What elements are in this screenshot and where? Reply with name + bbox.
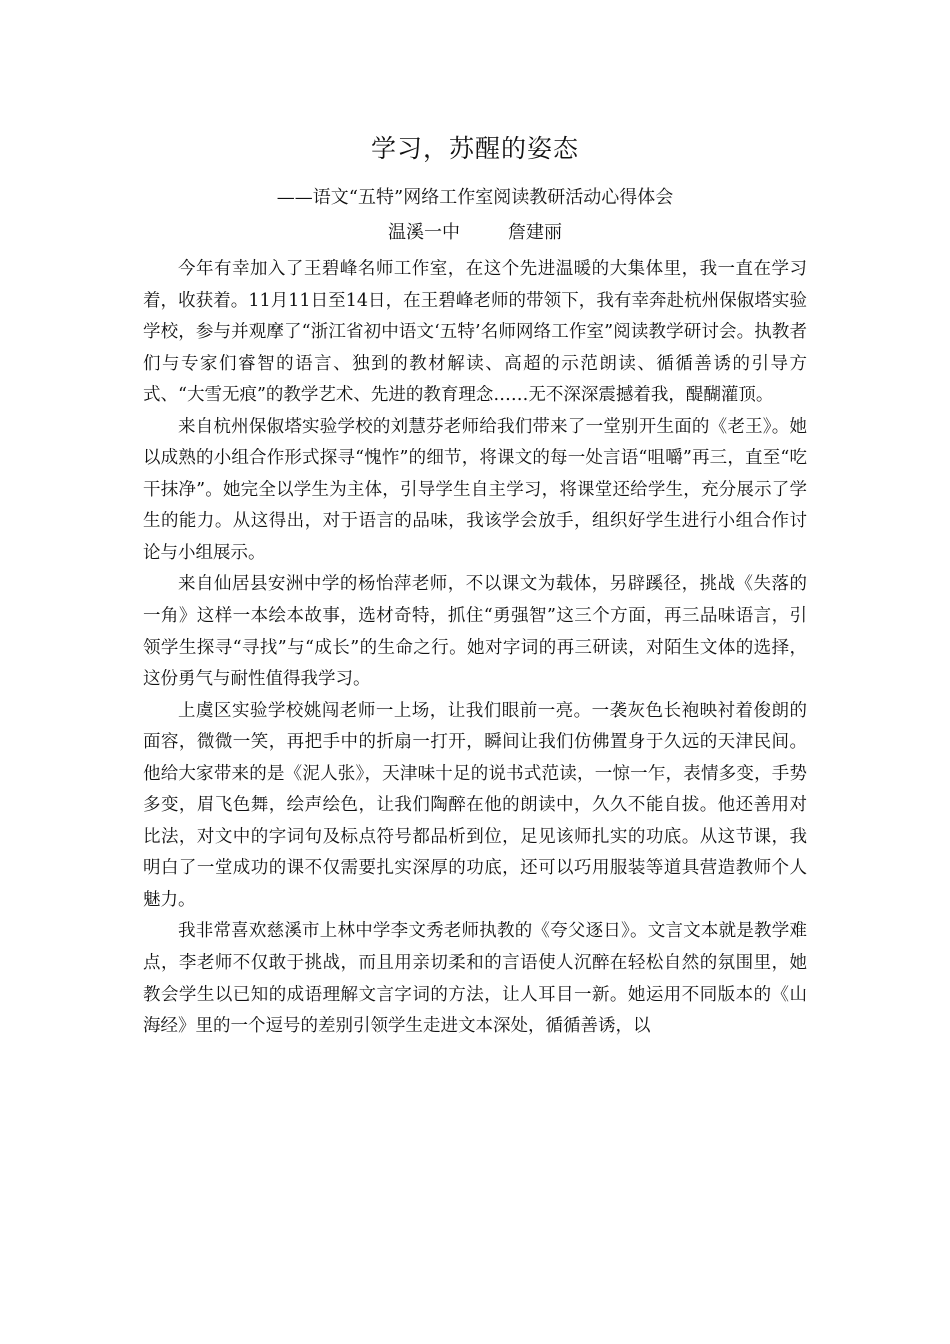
author-line <box>0 219 950 247</box>
document-subtitle: ——语文“五特”网络工作室阅读教研活动心得体会 <box>276 187 674 208</box>
body-paragraph: 来自仙居县安洲中学的杨怡萍老师，不以课文为载体，另辟蹊径，挑战《失落的一角》这样一本绘本故事，选材奇特，抓住“勇强智”这三个方面，再三品味语言，引领学生探寻“寻找”与“成长”的生命之行。她对字词的再三研读，对陌生文体的选择，这份勇气与耐性值得我学习。 <box>143 574 807 690</box>
document-title: 学习，苏醒的姿态 <box>370 134 579 163</box>
author-name: 詹建丽 <box>508 222 562 243</box>
body-paragraph: 来自杭州保俶塔实验学校的刘慧芬老师给我们带来了一堂别开生面的《老王》。她以成熟的小组合作形式探寻“愧怍”的细节，将课文的每一处言语“咀嚼”再三，直至“吃干抹净”。她完全以学生为主体，引导学生自主学习，将课堂还给学生，充分展示了学生的能力。从这得出，对于语言的品味，我该学会放手，组织好学生进行小组合作讨论与小组展示。 <box>143 416 807 563</box>
document-body <box>143 254 807 1043</box>
body-paragraph: 上虞区实验学校姚闯老师一上场，让我们眼前一亮。一袭灰色长袍映衬着俊朗的面容，微微一笑，再把手中的折扇一打开，瞬间让我们仿佛置身于久远的天津民间。他给大家带来的是《泥人张》，天津味十足的说书式范读，一惊一乍，表情多变，手势多变，眉飞色舞，绘声绘色，让我们陶醉在他的朗读中，久久不能自拔。他还善用对比法，对文中的字词句及标点符号都品析到位，足见该师扎实的功底。从这节课，我明白了一堂成功的课不仅需要扎实深厚的功底，还可以巧用服装等道具营造教师个人魅力。 <box>143 700 807 910</box>
author-school: 温溪一中 <box>388 222 460 243</box>
body-paragraph: 今年有幸加入了王碧峰名师工作室，在这个先进温暖的大集体里，我一直在学习着，收获着。11月11日至14日，在王碧峰老师的带领下，我有幸奔赴杭州保俶塔实验学校，参与并观摩了“浙江省初中语文‘五特’名师网络工作室”阅读教学研讨会。执教者们与专家们睿智的语言、独到的教材解读、高超的示范朗读、循循善诱的引导方式、“大雪无痕”的教学艺术、先进的教育理念……无不深深震撼着我，醍醐灌顶。 <box>143 259 807 406</box>
body-paragraph: 我非常喜欢慈溪市上林中学李文秀老师执教的《夸父逐日》。文言文本就是教学难点，李老师不仅敢于挑战，而且用亲切柔和的言语使人沉醉在轻松自然的氛围里，她教会学生以已知的成语理解文言字词的方法，让人耳目一新。她运用不同版本的《山海经》里的一个逗号的差别引领学生走进文本深处，循循善诱，以 <box>143 921 807 1037</box>
